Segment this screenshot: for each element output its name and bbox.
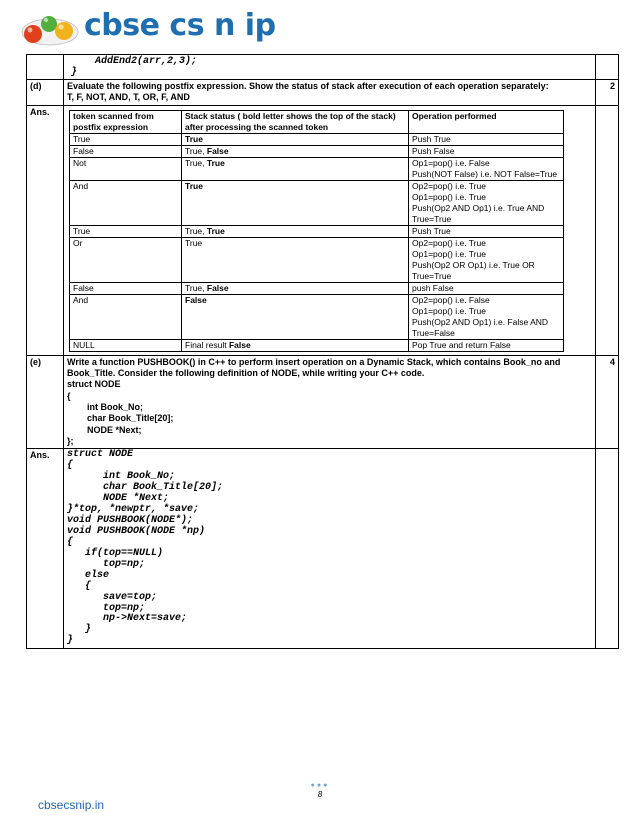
code-line: } (67, 635, 74, 647)
page-number: 8 (317, 790, 323, 799)
code-line: { (67, 460, 74, 472)
token-cell: And (70, 180, 182, 225)
answer-code (67, 450, 592, 647)
stack-status-cell: True, True (182, 225, 409, 237)
token-cell: Or (70, 237, 182, 282)
code-line: int Book_No; (67, 471, 176, 483)
token-cell: Not (70, 157, 182, 180)
code-line: NODE *Next; (67, 492, 170, 504)
operation-cell: Pop True and return False (409, 339, 564, 351)
answer-e-label: Ans. (27, 449, 64, 649)
code-line: } (67, 624, 92, 636)
stack-table-body (70, 133, 564, 351)
code-line: void PUSHBOOK(NODE *np) (67, 525, 206, 537)
header-token: token scanned from postfix expression (70, 110, 182, 133)
question-e-marks: 4 (596, 355, 619, 448)
operation-cell: Push True (409, 133, 564, 145)
stack-table-row (70, 282, 564, 294)
operation-cell: push False (409, 282, 564, 294)
stack-table-row (70, 225, 564, 237)
token-cell: False (70, 145, 182, 157)
stack-status-cell: True, False (182, 282, 409, 294)
struct-line: NODE *Next; (67, 424, 142, 435)
code-line: char Book_Title[20]; (67, 482, 224, 494)
stack-status-cell: Final result False (182, 339, 409, 351)
code-line: { (67, 536, 74, 548)
footer-site-link[interactable]: cbsecsnip.in (38, 798, 105, 812)
stack-table-row (70, 339, 564, 351)
header-stack-status: Stack status ( bold letter shows the top of the stack) after processing the scanned token (182, 110, 409, 133)
answer-d-row (27, 105, 619, 355)
page-dots-icon: ●●● (310, 782, 330, 789)
stack-table-row (70, 133, 564, 145)
header-operation: Operation performed (409, 110, 564, 133)
code-line: top=np; (67, 602, 146, 614)
code-line: void PUSHBOOK(NODE*); (67, 514, 194, 526)
struct-line: struct NODE (67, 379, 121, 390)
page-number-block (300, 782, 340, 800)
question-e-text: Write a function PUSHBOOK() in C++ to perform insert operation on a Dynamic Stack, which contains Book_no and Book_Title. Consider the following definition of NODE, while writing your C++ code. struct NODE { int Book_No; char Book_Title[20]; NODE *Next; }; (64, 355, 596, 448)
stack-status-cell: True, False (182, 145, 409, 157)
struct-definition (67, 379, 592, 447)
site-logo (20, 6, 276, 50)
question-table (26, 54, 619, 649)
stack-table-header (70, 110, 564, 133)
code-line: }*top, *newptr, *save; (67, 503, 200, 515)
logo-text: cbse cs n ip (84, 8, 276, 43)
question-d-text: Evaluate the following postfix expression. Show the status of stack after execution of each operation separately: T, F, NOT, AND, T, OR, F, AND (64, 80, 596, 106)
code-line: np->Next=save; (67, 613, 188, 625)
code-line: top=np; (67, 558, 146, 570)
question-d-label: (d) (27, 80, 64, 106)
token-cell: And (70, 294, 182, 339)
token-cell: True (70, 225, 182, 237)
stack-table-row (70, 145, 564, 157)
stack-status-cell: True (182, 237, 409, 282)
operation-cell: Op2=pop() i.e. True Op1=pop() i.e. True Push(Op2 OR Op1) i.e. True OR True=True (409, 237, 564, 282)
logo-bubbles-icon (20, 10, 80, 48)
stack-status-cell: True (182, 180, 409, 225)
question-e-row (27, 355, 619, 448)
stack-status-cell: False (182, 294, 409, 339)
operation-cell: Push False (409, 145, 564, 157)
stack-status-table (69, 110, 564, 352)
question-e-label: (e) (27, 355, 64, 448)
stack-status-cell: True (182, 133, 409, 145)
struct-line: }; (67, 435, 74, 446)
struct-line: char Book_Title[20]; (67, 413, 174, 424)
code-line: save=top; (67, 591, 158, 603)
continuation-code: AddEnd2(arr,2,3); } (71, 56, 198, 79)
answer-e-row (27, 449, 619, 649)
continuation-row (27, 55, 619, 80)
token-cell: True (70, 133, 182, 145)
struct-line: { (67, 390, 71, 401)
stack-status-cell: True, True (182, 157, 409, 180)
token-cell: NULL (70, 339, 182, 351)
stack-table-row (70, 294, 564, 339)
answer-d-label: Ans. (27, 105, 64, 355)
operation-cell: Op2=pop() i.e. True Op1=pop() i.e. True Push(Op2 AND Op1) i.e. True AND True=True (409, 180, 564, 225)
token-cell: False (70, 282, 182, 294)
code-line: struct NODE (67, 449, 134, 461)
question-d-row (27, 80, 619, 106)
operation-cell: Op1=pop() i.e. False Push(NOT False) i.e. NOT False=True (409, 157, 564, 180)
stack-table-row (70, 237, 564, 282)
code-line: { (67, 580, 92, 592)
stack-table-row (70, 180, 564, 225)
operation-cell: Op2=pop() i.e. False Op1=pop() i.e. True Push(Op2 AND Op1) i.e. False AND True=False (409, 294, 564, 339)
operation-cell: Push True (409, 225, 564, 237)
question-d-marks: 2 (596, 80, 619, 106)
struct-line: int Book_No; (67, 401, 143, 412)
code-line: else (67, 569, 110, 581)
code-line: if(top==NULL) (67, 547, 164, 559)
stack-table-row (70, 157, 564, 180)
